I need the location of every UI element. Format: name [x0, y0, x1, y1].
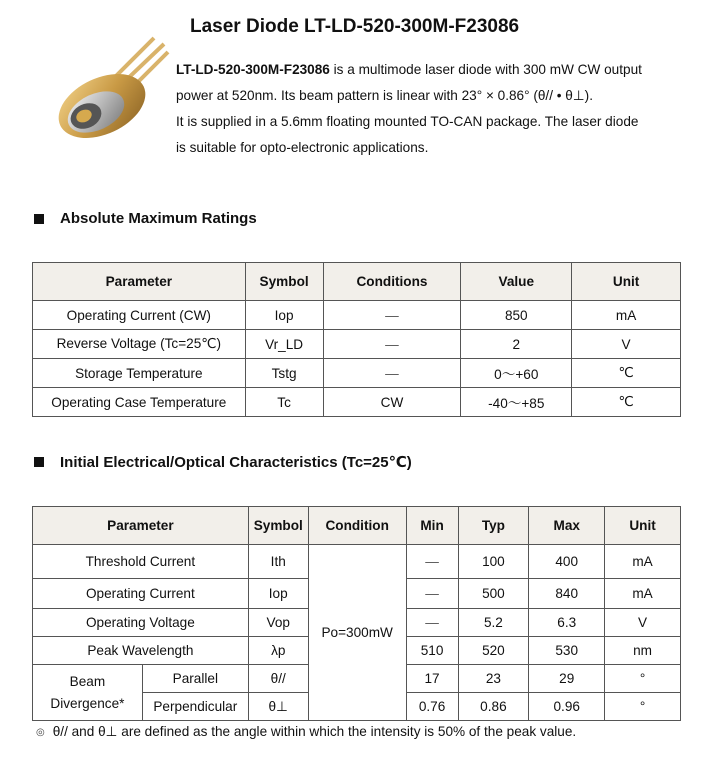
header-cell: Typ [458, 507, 529, 545]
header-cell: Parameter [33, 263, 246, 301]
characteristics-table [32, 506, 681, 721]
header-cell: Parameter [33, 507, 249, 545]
cell: — [323, 359, 461, 388]
cell: θ⊥ [248, 693, 308, 721]
cell: 100 [458, 545, 529, 579]
table-header-row [33, 263, 681, 301]
cell: 6.3 [529, 609, 605, 637]
cell: ℃ [572, 359, 681, 388]
table-row [33, 359, 681, 388]
cell: 530 [529, 637, 605, 665]
header-cell: Conditions [323, 263, 461, 301]
cell: 17 [406, 665, 458, 693]
condition-cell: Po=300mW [308, 545, 406, 721]
cell: Perpendicular [142, 693, 248, 721]
table-row [33, 301, 681, 330]
cell: ° [605, 693, 681, 721]
cell: Operating Case Temperature [33, 388, 246, 417]
table-row [33, 388, 681, 417]
cell: 500 [458, 579, 529, 609]
header-cell: Max [529, 507, 605, 545]
intro-line-4: is suitable for opto-electronic applications. [176, 140, 429, 155]
cell: Tc [245, 388, 323, 417]
cell: 0～+60 [461, 359, 572, 388]
cell: Reverse Voltage (Tc=25℃) [33, 330, 246, 359]
cell: — [406, 579, 458, 609]
cell: — [323, 301, 461, 330]
cell: -40～+85 [461, 388, 572, 417]
header-cell: Symbol [245, 263, 323, 301]
cell: 0.76 [406, 693, 458, 721]
header-cell: Value [461, 263, 572, 301]
note-bullet-icon: ◎ [36, 726, 45, 738]
cell: Operating Voltage [33, 609, 249, 637]
section-heading-characteristics: Initial Electrical/Optical Characteristics (Tc=25℃) [34, 453, 412, 471]
cell: 0.86 [458, 693, 529, 721]
cell: ℃ [572, 388, 681, 417]
cell: — [406, 609, 458, 637]
cell: 23 [458, 665, 529, 693]
cell: 510 [406, 637, 458, 665]
cell: Vr_LD [245, 330, 323, 359]
cell: λp [248, 637, 308, 665]
cell: Iop [245, 301, 323, 330]
header-cell: Unit [572, 263, 681, 301]
table-row [33, 330, 681, 359]
cell: 29 [529, 665, 605, 693]
bullet-square-icon [34, 214, 44, 224]
ratings-table [32, 262, 681, 417]
intro-line-1: is a multimode laser diode with 300 mW CW output [329, 62, 642, 77]
laser-diode-image [44, 34, 170, 142]
cell: ° [605, 665, 681, 693]
cell: CW [323, 388, 461, 417]
cell: Operating Current [33, 579, 249, 609]
cell: 840 [529, 579, 605, 609]
cell: V [605, 609, 681, 637]
header-cell: Min [406, 507, 458, 545]
intro-paragraph [176, 57, 692, 161]
cell: Peak Wavelength [33, 637, 249, 665]
cell: Ith [248, 545, 308, 579]
page-title: Laser Diode LT-LD-520-300M-F23086 [190, 16, 520, 37]
section-heading-ratings: Absolute Maximum Ratings [34, 210, 257, 227]
model-name: LT-LD-520-300M-F23086 [176, 62, 330, 77]
cell: Vop [248, 609, 308, 637]
cell: 5.2 [458, 609, 529, 637]
cell: mA [572, 301, 681, 330]
table-row [33, 545, 681, 579]
header-cell: Unit [605, 507, 681, 545]
cell: V [572, 330, 681, 359]
cell: mA [605, 579, 681, 609]
cell: 850 [461, 301, 572, 330]
cell: θ// [248, 665, 308, 693]
cell: nm [605, 637, 681, 665]
cell: Threshold Current [33, 545, 249, 579]
cell: Parallel [142, 665, 248, 693]
cell: — [406, 545, 458, 579]
intro-line-3: It is supplied in a 5.6mm floating mounted TO-CAN package. The laser diode [176, 114, 639, 129]
cell: Iop [248, 579, 308, 609]
header-cell: Condition [308, 507, 406, 545]
beam-divergence-label: Beam Divergence* [33, 665, 143, 721]
cell: Operating Current (CW) [33, 301, 246, 330]
cell: Tstg [245, 359, 323, 388]
table-header-row [33, 507, 681, 545]
cell: 0.96 [529, 693, 605, 721]
cell: — [323, 330, 461, 359]
cell: 400 [529, 545, 605, 579]
cell: mA [605, 545, 681, 579]
cell: 520 [458, 637, 529, 665]
cell: 2 [461, 330, 572, 359]
bullet-square-icon [34, 457, 44, 467]
intro-line-2: power at 520nm. Its beam pattern is linear with 23° × 0.86° (θ// • θ⊥). [176, 88, 593, 103]
footnote-text: θ// and θ⊥ are defined as the angle within which the intensity is 50% of the peak value. [52, 724, 577, 739]
header-cell: Symbol [248, 507, 308, 545]
cell: Storage Temperature [33, 359, 246, 388]
footnote [36, 724, 576, 740]
